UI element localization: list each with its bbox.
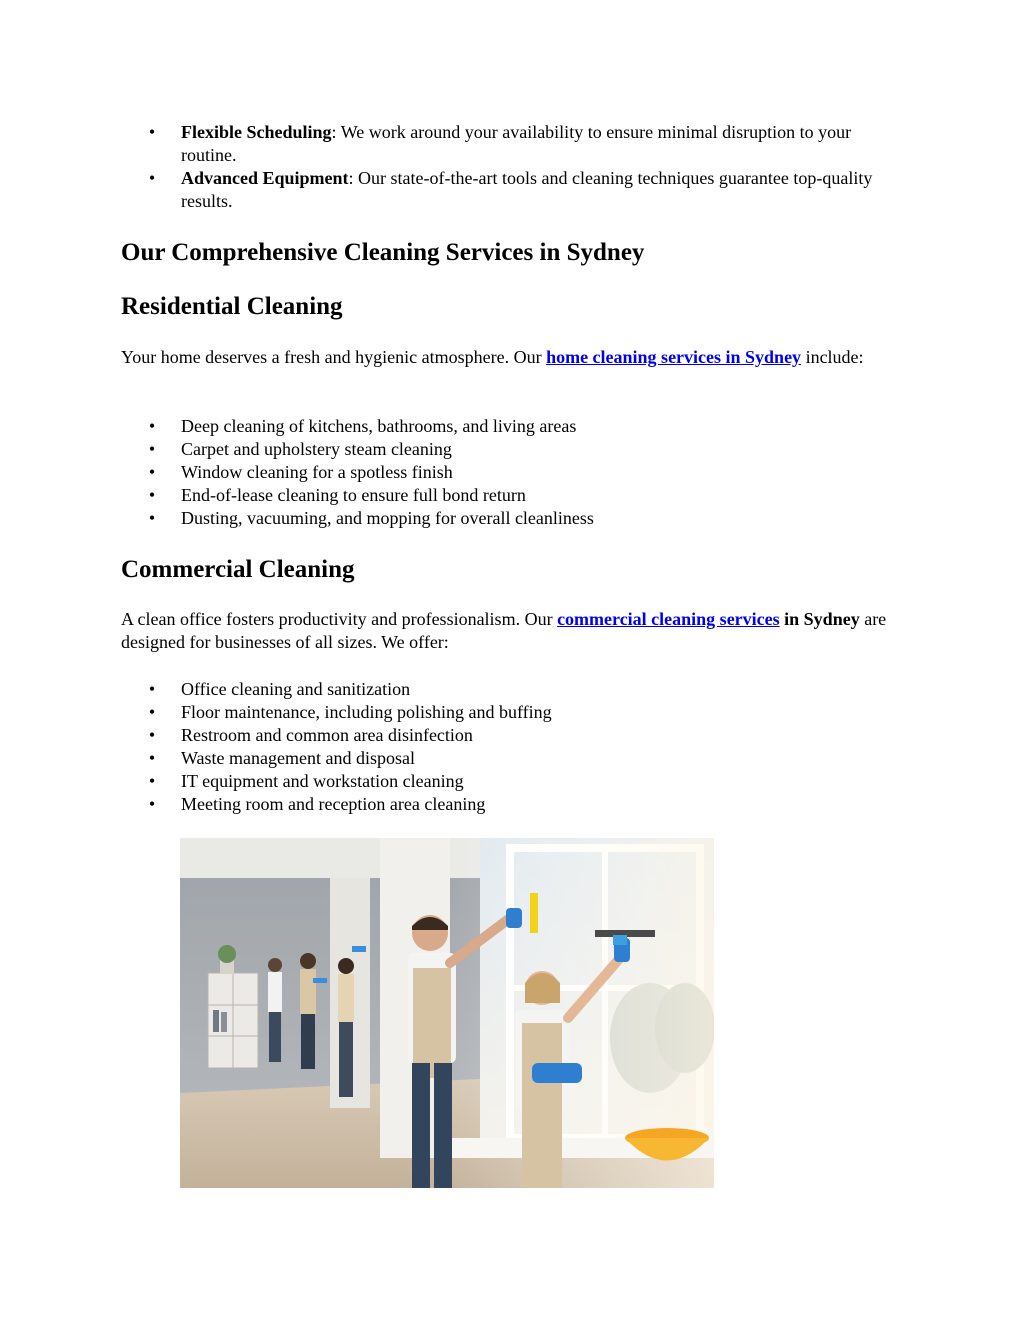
bullet-icon: • [148,794,156,814]
list-item-text: Deep cleaning of kitchens, bathrooms, and living areas [181,416,577,436]
list-item [121,678,901,701]
residential-intro-before: Your home deserves a fresh and hygienic atmosphere. Our [121,347,547,367]
commercial-services-list [121,678,901,816]
features-list [121,121,901,213]
list-item [121,747,901,770]
cleaning-team-photo [180,838,714,1188]
commercial-intro-after: are designed for businesses of all sizes. We offer: [121,609,887,652]
feature-text: : We work around your availability to ensure minimal disruption to your routine. [181,122,852,165]
commercial-bold-text: in Sydney [779,609,860,629]
list-item [121,701,901,724]
feature-term: Flexible Scheduling [181,122,332,142]
commercial-intro-before: A clean office fosters productivity and professionalism. Our [121,609,558,629]
cleaning-team-illustration [180,838,714,1188]
home-cleaning-link[interactable]: home cleaning services in Sydney [546,347,802,367]
commercial-heading: Commercial Cleaning [121,556,355,583]
feature-text: : Our state-of-the-art tools and cleaning techniques guarantee top-quality results. [181,168,873,211]
commercial-intro [121,608,891,654]
bullet-icon: • [148,771,156,791]
list-item-text: End-of-lease cleaning to ensure full bond return [181,485,526,505]
list-item [121,121,901,167]
residential-services-list [121,415,901,530]
bullet-icon: • [148,122,156,142]
list-item-text: Floor maintenance, including polishing and buffing [181,702,552,722]
list-item [121,507,901,530]
list-item [121,167,901,213]
commercial-cleaning-link[interactable]: commercial cleaning services [557,609,780,629]
bullet-icon: • [148,439,156,459]
bullet-icon: • [148,416,156,436]
list-item-text: Meeting room and reception area cleaning [181,794,486,814]
bullet-icon: • [148,725,156,745]
list-item [121,438,901,461]
bullet-icon: • [148,168,156,188]
bullet-icon: • [148,679,156,699]
list-item [121,461,901,484]
list-item [121,770,901,793]
feature-term: Advanced Equipment [181,168,349,188]
bullet-icon: • [148,485,156,505]
residential-heading: Residential Cleaning [121,293,343,320]
bullet-icon: • [148,508,156,528]
list-item [121,793,901,816]
list-item-text: Waste management and disposal [181,748,415,768]
main-heading: Our Comprehensive Cleaning Services in Sydney [121,239,645,266]
bullet-icon: • [148,702,156,722]
list-item [121,724,901,747]
list-item-text: Dusting, vacuuming, and mopping for overall cleanliness [181,508,594,528]
list-item [121,484,901,507]
list-item-text: Office cleaning and sanitization [181,679,411,699]
list-item-text: Carpet and upholstery steam cleaning [181,439,452,459]
residential-intro-after: include: [801,347,864,367]
bullet-icon: • [148,748,156,768]
residential-intro [121,346,891,369]
list-item [121,415,901,438]
bullet-icon: • [148,462,156,482]
list-item-text: Window cleaning for a spotless finish [181,462,453,482]
list-item-text: IT equipment and workstation cleaning [181,771,464,791]
list-item-text: Restroom and common area disinfection [181,725,473,745]
